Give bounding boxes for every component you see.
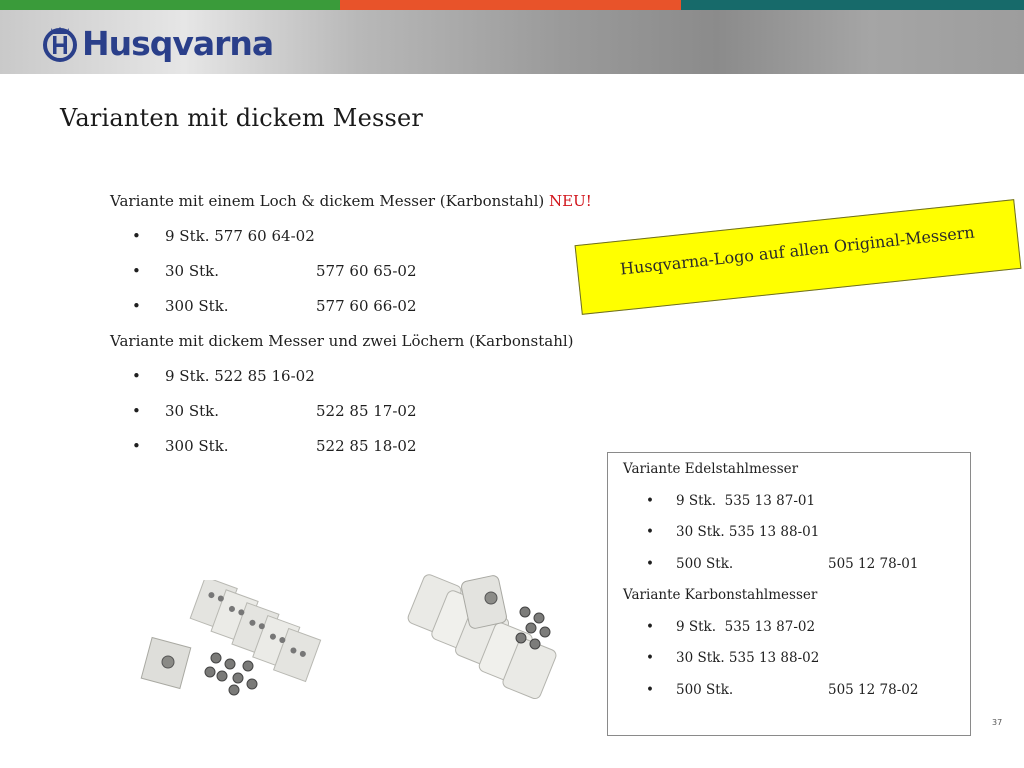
list-item bbox=[110, 223, 592, 258]
list-item bbox=[608, 485, 970, 517]
list-item bbox=[110, 293, 592, 328]
husqvarna-crown-icon bbox=[42, 24, 78, 64]
list-item bbox=[608, 548, 970, 580]
bullet: • bbox=[132, 227, 141, 245]
list-item bbox=[110, 258, 592, 293]
item-text: 9 Stk. 535 13 87-02 bbox=[676, 618, 816, 635]
callout-text: Husqvarna-Logo auf allen Original-Messern bbox=[619, 222, 976, 279]
item-quantity: 500 Stk. bbox=[676, 681, 734, 698]
brand-bar-teal bbox=[681, 0, 1024, 10]
brand-color-bar bbox=[0, 0, 1024, 10]
item-part-number: 505 12 78-02 bbox=[828, 681, 919, 698]
main-variant-list bbox=[110, 188, 592, 468]
variant-heading-two-holes bbox=[110, 328, 592, 363]
bullet: • bbox=[132, 402, 141, 420]
bullet: • bbox=[132, 367, 141, 385]
bullet: • bbox=[646, 650, 654, 666]
item-text: 9 Stk. 535 13 87-01 bbox=[676, 492, 816, 509]
bullet: • bbox=[646, 618, 654, 635]
variant-heading-text: Variante mit einem Loch & dickem Messer (Karbonstahl) bbox=[110, 192, 545, 210]
bullet: • bbox=[646, 681, 654, 698]
stainless-carbon-box bbox=[607, 452, 971, 736]
item-part-number: 505 12 78-01 bbox=[828, 555, 919, 572]
variant-heading-carbon bbox=[608, 579, 970, 611]
item-text: 30 Stk. 535 13 88-02 bbox=[676, 650, 820, 666]
bullet: • bbox=[646, 524, 654, 540]
item-quantity: 300 Stk. bbox=[165, 437, 229, 455]
variant-heading-text: Variante Karbonstahlmesser bbox=[623, 587, 818, 603]
item-text: 9 Stk. 522 85 16-02 bbox=[165, 367, 315, 385]
item-quantity: 30 Stk. bbox=[165, 262, 220, 280]
new-badge: NEU! bbox=[549, 192, 592, 210]
list-item bbox=[608, 642, 970, 674]
variant-heading-stainless bbox=[608, 453, 970, 485]
item-part-number: 577 60 65-02 bbox=[316, 262, 417, 280]
item-quantity: 300 Stk. bbox=[165, 297, 229, 315]
header-banner bbox=[0, 10, 1024, 74]
item-part-number: 577 60 66-02 bbox=[316, 297, 417, 315]
item-part-number: 522 85 17-02 bbox=[316, 402, 417, 420]
husqvarna-wordmark: Husqvarna bbox=[82, 24, 274, 63]
logo-callout bbox=[575, 199, 1022, 315]
list-item bbox=[608, 674, 970, 706]
variant-heading-text: Variante Edelstahlmesser bbox=[623, 461, 799, 477]
item-quantity: 500 Stk. bbox=[676, 555, 734, 572]
husqvarna-logo bbox=[42, 24, 274, 64]
page-title: Varianten mit dickem Messer bbox=[60, 104, 424, 132]
bullet: • bbox=[132, 297, 141, 315]
list-item bbox=[110, 363, 592, 398]
variant-heading-text: Variante mit dickem Messer und zwei Löchern (Karbonstahl) bbox=[110, 332, 574, 350]
list-item bbox=[110, 398, 592, 433]
list-item bbox=[608, 611, 970, 643]
page-number: 37 bbox=[992, 718, 1003, 727]
blades-photo-rectangular bbox=[138, 580, 348, 710]
blades-photo-curved bbox=[385, 560, 585, 710]
item-part-number: 522 85 18-02 bbox=[316, 437, 417, 455]
brand-bar-orange bbox=[340, 0, 681, 10]
bullet: • bbox=[646, 555, 654, 572]
item-quantity: 30 Stk. bbox=[165, 402, 220, 420]
list-item bbox=[110, 433, 592, 468]
bullet: • bbox=[646, 492, 654, 509]
variant-heading-one-hole bbox=[110, 188, 592, 223]
list-item bbox=[608, 516, 970, 548]
item-text: 30 Stk. 535 13 88-01 bbox=[676, 524, 820, 540]
brand-bar-green bbox=[0, 0, 340, 10]
bullet: • bbox=[132, 262, 141, 280]
bullet: • bbox=[132, 437, 141, 455]
item-text: 9 Stk. 577 60 64-02 bbox=[165, 227, 315, 245]
